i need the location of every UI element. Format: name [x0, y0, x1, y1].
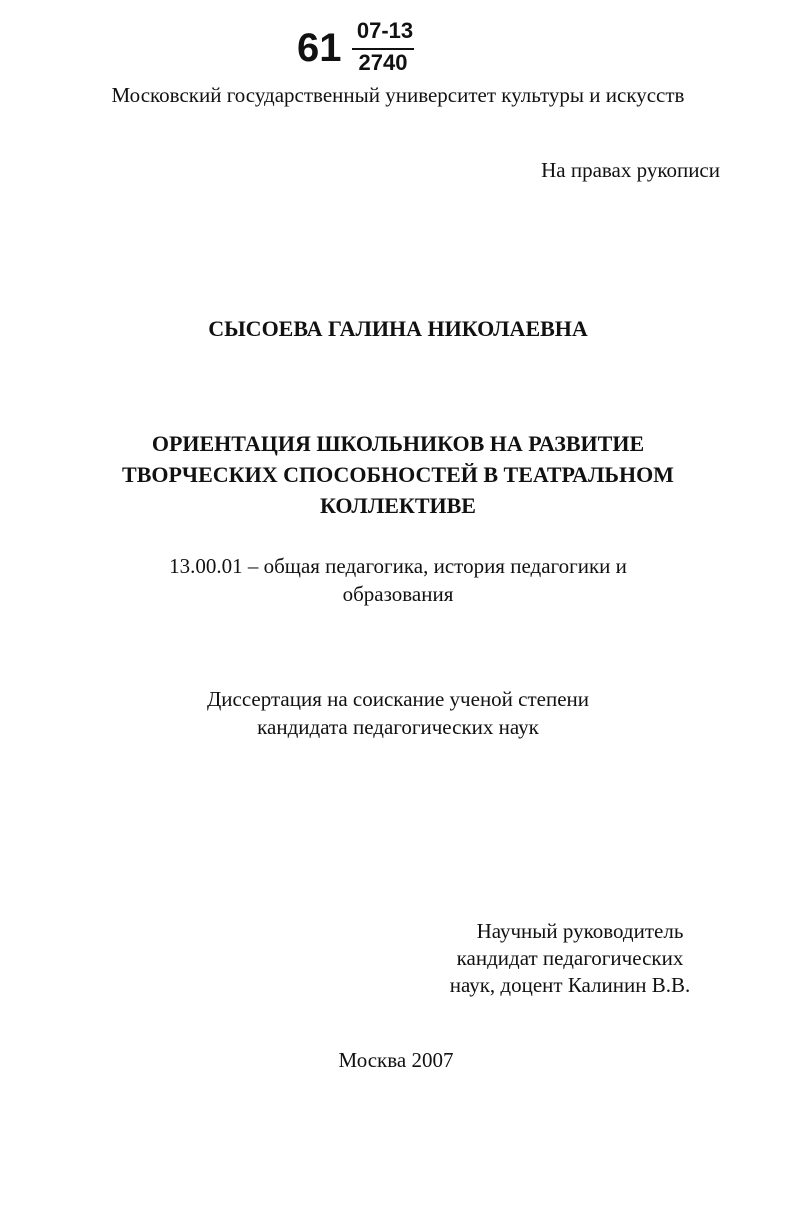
stamp-top: 07-13	[356, 18, 414, 43]
title-line: ОРИЕНТАЦИЯ ШКОЛЬНИКОВ НА РАЗВИТИЕ	[151, 431, 645, 456]
specialty-line: 13.00.01 – общая педагогика, история педагогики и	[169, 554, 627, 578]
author-name: СЫСОЕВА ГАЛИНА НИКОЛАЕВНА	[208, 316, 588, 341]
degree-line: кандидата педагогических наук	[257, 715, 539, 739]
supervisor	[390, 918, 750, 999]
specialty	[0, 552, 796, 608]
specialty-line: образования	[342, 582, 454, 606]
stamp-bottom: 2740	[352, 48, 414, 76]
supervisor-line: Научный руководитель	[476, 919, 684, 943]
title-line: КОЛЛЕКТИВЕ	[320, 493, 476, 518]
manuscript-note: На правах рукописи	[541, 158, 720, 182]
university-name: Московский государственный университет культуры и искусств	[111, 83, 685, 107]
degree-line: Диссертация на соискание ученой степени	[206, 687, 590, 711]
title-line: ТВОРЧЕСКИХ СПОСОБНОСТЕЙ В ТЕАТРАЛЬНОМ	[122, 462, 674, 487]
dissertation-title	[0, 428, 796, 521]
supervisor-line: наук, доцент Калинин В.В.	[449, 973, 691, 997]
supervisor-line: кандидат педагогических	[456, 946, 684, 970]
city-year: Москва 2007	[338, 1048, 454, 1072]
degree	[0, 685, 796, 741]
stamp-code: 61	[297, 26, 342, 70]
